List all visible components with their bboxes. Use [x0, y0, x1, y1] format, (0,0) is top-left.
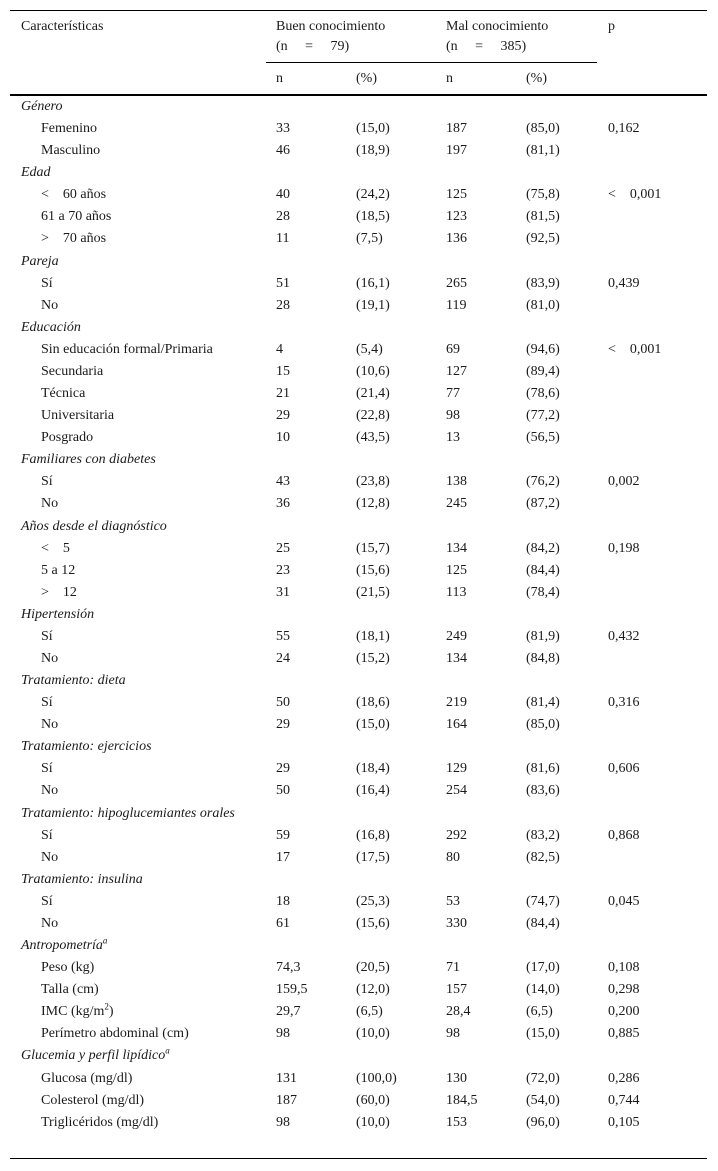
row-label: Colesterol (mg/dl) — [41, 1092, 145, 1108]
row-label: Sí — [41, 628, 53, 644]
cell-buen-n: 11 — [276, 231, 290, 247]
cell-buen-pct: (21,4) — [356, 386, 390, 402]
cell-buen-n: 24 — [276, 651, 290, 666]
row-label: Femenino — [41, 121, 97, 137]
cell-buen-pct: (17,5) — [356, 849, 390, 865]
cell-mal-n: 134 — [446, 651, 467, 666]
cell-buen-n: 36 — [276, 496, 290, 512]
cell-buen-n: 15 — [276, 363, 290, 379]
header-n-mal: n — [446, 71, 453, 86]
cell-mal-pct: (77,2) — [526, 408, 560, 424]
row-label: Secundaria — [41, 363, 104, 379]
cell-buen-pct: (10,0) — [356, 1026, 390, 1042]
cell-buen-pct: (19,1) — [356, 297, 390, 313]
cell-mal-n: 164 — [446, 717, 467, 733]
cell-mal-n: 219 — [446, 695, 467, 711]
table-bottom-rule — [10, 1158, 707, 1159]
cell-buen-n: 29,7 — [276, 1004, 301, 1020]
cell-buen-pct: (16,1) — [356, 275, 390, 291]
cell-buen-pct: (10,0) — [356, 1114, 390, 1130]
cell-mal-n: 53 — [446, 893, 460, 909]
cell-buen-pct: (18,6) — [356, 695, 390, 711]
cell-mal-n: 119 — [446, 297, 467, 313]
cell-mal-n: 113 — [446, 584, 467, 600]
cell-p-value: 0,200 — [608, 1004, 640, 1020]
row-label: IMC $(kg/m^2)$ — [41, 1001, 114, 1020]
cell-buen-n: 98 — [276, 1026, 290, 1042]
group-title: Hipertensión — [21, 606, 95, 622]
cell-buen-n: 50 — [276, 783, 290, 799]
row-label: Triglicéridos (mg/dl) — [41, 1114, 159, 1130]
superscript: 2 — [104, 1001, 109, 1012]
cell-buen-pct: (15,6) — [356, 915, 390, 931]
cell-mal-pct: (81,9) — [526, 628, 560, 644]
cell-mal-n: 127 — [446, 363, 467, 379]
cell-mal-n: 136 — [446, 231, 467, 247]
cell-buen-pct: (100,0) — [356, 1070, 397, 1086]
row-label: No — [41, 849, 59, 865]
cell-buen-n: 59 — [276, 827, 290, 843]
header-mal-n: (n = 385) — [446, 39, 527, 54]
cell-buen-n: 21 — [276, 386, 290, 402]
cell-p-value: 0,286 — [608, 1070, 640, 1086]
header-pct-buen: (%) — [356, 71, 377, 86]
cell-mal-pct: (56,5) — [526, 430, 560, 446]
cell-buen-n: 29 — [276, 761, 290, 777]
cell-buen-pct: (16,4) — [356, 783, 390, 799]
row-label: Técnica — [41, 386, 86, 402]
cell-mal-n: 77 — [446, 386, 460, 402]
cell-p-value: 0,198 — [608, 540, 640, 556]
cell-buen-n: 28 — [276, 297, 290, 313]
cell-mal-n: 123 — [446, 209, 467, 225]
cell-mal-pct: (78,4) — [526, 584, 560, 600]
cell-mal-n: 125 — [446, 562, 467, 578]
group-title: Tratamiento: dieta — [21, 673, 126, 689]
cell-p-value: 0,105 — [608, 1114, 640, 1130]
cell-buen-n: 159,5 — [276, 982, 308, 998]
footnote-marker: a — [102, 935, 108, 946]
cell-mal-pct: (85,0) — [526, 717, 560, 733]
header-bottom-rule — [10, 94, 707, 96]
cell-mal-pct: (84,4) — [526, 915, 560, 931]
cell-mal-pct: (78,6) — [526, 386, 560, 402]
cell-mal-pct: (92,5) — [526, 231, 560, 247]
cell-mal-pct: (85,0) — [526, 121, 560, 137]
row-label: Universitaria — [41, 408, 115, 424]
cell-buen-n: 43 — [276, 474, 290, 490]
cell-buen-n: 29 — [276, 408, 290, 424]
cell-buen-pct: (25,3) — [356, 893, 390, 909]
row-label: Talla (cm) — [41, 982, 99, 998]
cell-buen-n: 131 — [276, 1070, 297, 1086]
cell-p-value: < 0,001 — [608, 187, 662, 203]
cell-buen-pct: (18,9) — [356, 143, 390, 159]
group-title: Pareja — [21, 253, 59, 269]
header-group-rule — [266, 62, 597, 63]
cell-mal-pct: (72,0) — [526, 1070, 560, 1086]
cell-p-value: 0,108 — [608, 960, 640, 976]
cell-mal-pct: (84,2) — [526, 540, 560, 556]
cell-mal-n: 28,4 — [446, 1004, 471, 1020]
row-label: 5 a 12 — [41, 562, 76, 578]
cell-p-value: 0,868 — [608, 827, 640, 843]
cell-mal-pct: (83,9) — [526, 275, 560, 291]
cell-p-value: < 0,001 — [608, 341, 662, 357]
group-title: Edad — [21, 165, 51, 181]
row-label: Posgrado — [41, 430, 94, 446]
row-label: No — [41, 297, 59, 313]
cell-buen-pct: (12,8) — [356, 496, 390, 512]
cell-buen-pct: (43,5) — [356, 430, 390, 446]
cell-buen-pct: (15,7) — [356, 540, 390, 556]
row-label: Masculino — [41, 143, 101, 159]
cell-buen-n: 50 — [276, 695, 290, 711]
cell-mal-pct: (84,4) — [526, 562, 560, 578]
cell-mal-n: 184,5 — [446, 1092, 478, 1108]
cell-p-value: 0,298 — [608, 982, 640, 998]
cell-mal-pct: (87,2) — [526, 496, 560, 512]
cell-mal-pct: (96,0) — [526, 1114, 560, 1130]
cell-mal-pct: (83,6) — [526, 783, 560, 799]
group-title: Tratamiento: insulina — [21, 871, 143, 887]
cell-mal-pct: (54,0) — [526, 1092, 560, 1108]
cell-mal-n: 125 — [446, 187, 467, 203]
row-label: Peso (kg) — [41, 960, 95, 976]
cell-buen-pct: (6,5) — [356, 1004, 383, 1020]
cell-buen-pct: (15,0) — [356, 717, 390, 733]
cell-mal-n: 187 — [446, 121, 467, 137]
cell-buen-n: 55 — [276, 628, 290, 644]
cell-mal-pct: (15,0) — [526, 1026, 560, 1042]
cell-buen-pct: (24,2) — [356, 187, 390, 203]
cell-buen-pct: (15,2) — [356, 651, 390, 666]
cell-buen-n: 40 — [276, 187, 290, 203]
row-label: Sí — [41, 827, 53, 843]
header-p: p — [608, 19, 615, 34]
cell-buen-n: 23 — [276, 562, 290, 578]
cell-mal-pct: (89,4) — [526, 363, 560, 379]
row-label: Glucosa (mg/dl) — [41, 1070, 133, 1086]
cell-mal-n: 98 — [446, 1026, 460, 1042]
cell-buen-n: 51 — [276, 275, 290, 291]
cell-buen-pct: (60,0) — [356, 1092, 390, 1108]
cell-mal-pct: (75,8) — [526, 187, 560, 203]
cell-mal-n: 254 — [446, 783, 467, 799]
cell-buen-pct: (12,0) — [356, 982, 390, 998]
row-label: No — [41, 717, 59, 733]
cell-buen-pct: (23,8) — [356, 474, 390, 490]
cell-mal-n: 292 — [446, 827, 467, 843]
row-label: Sí — [41, 695, 53, 711]
cell-buen-pct: (18,1) — [356, 628, 390, 644]
cell-buen-pct: (16,8) — [356, 827, 390, 843]
cell-buen-pct: (18,5) — [356, 209, 390, 225]
cell-p-value: 0,002 — [608, 474, 640, 490]
cell-mal-pct: (94,6) — [526, 341, 560, 357]
cell-mal-pct: (76,2) — [526, 474, 560, 490]
cell-mal-pct: (82,5) — [526, 849, 560, 865]
row-label: Sí — [41, 893, 53, 909]
cell-buen-n: 17 — [276, 849, 290, 865]
group-title: Tratamiento: hipoglucemiantes orales — [21, 805, 235, 821]
cell-mal-pct: (6,5) — [526, 1004, 553, 1020]
cell-mal-pct: (83,2) — [526, 827, 560, 843]
cell-mal-n: 130 — [446, 1070, 467, 1086]
cell-buen-pct: (5,4) — [356, 341, 383, 357]
cell-mal-n: 153 — [446, 1114, 467, 1130]
cell-buen-n: 61 — [276, 915, 290, 931]
row-label: < 60 años — [41, 187, 107, 203]
cell-buen-pct: (22,8) — [356, 408, 390, 424]
cell-buen-pct: (7,5) — [356, 231, 383, 247]
cell-buen-n: 18 — [276, 893, 290, 909]
group-title: Glucemia y perfil lipídico$^a$ — [21, 1045, 170, 1064]
cell-mal-n: 71 — [446, 960, 460, 976]
cell-buen-n: 33 — [276, 121, 290, 137]
cell-mal-pct: (81,5) — [526, 209, 560, 225]
cell-p-value: 0,316 — [608, 695, 640, 711]
group-title: Familiares con diabetes — [21, 452, 156, 468]
cell-p-value: 0,439 — [608, 275, 640, 291]
cell-mal-n: 265 — [446, 275, 467, 291]
cell-buen-n: 25 — [276, 540, 290, 556]
cell-mal-pct: (81,0) — [526, 297, 560, 313]
row-label: Sí — [41, 474, 53, 490]
header-buen-n: (n = 79) — [276, 39, 350, 54]
cell-buen-n: 187 — [276, 1092, 297, 1108]
cell-buen-n: 46 — [276, 143, 290, 159]
cell-mal-pct: (81,4) — [526, 695, 560, 711]
cell-mal-n: 157 — [446, 982, 467, 998]
row-label: No — [41, 651, 59, 666]
cell-mal-n: 80 — [446, 849, 460, 865]
cell-mal-n: 245 — [446, 496, 467, 512]
cell-buen-n: 74,3 — [276, 960, 301, 976]
cell-p-value: 0,162 — [608, 121, 640, 137]
cell-mal-n: 69 — [446, 341, 460, 357]
cell-buen-n: 31 — [276, 584, 290, 600]
cell-buen-n: 29 — [276, 717, 290, 733]
cell-buen-pct: (15,0) — [356, 121, 390, 137]
cell-mal-pct: (81,1) — [526, 143, 560, 159]
row-label: No — [41, 915, 59, 931]
header-mal-conocimiento: Mal conocimiento — [446, 19, 549, 34]
cell-mal-n: 330 — [446, 915, 467, 931]
cell-buen-n: 4 — [276, 341, 283, 357]
header-n-buen: n — [276, 71, 283, 86]
header-buen-conocimiento: Buen conocimiento — [276, 19, 386, 34]
header-caracteristicas: Características — [21, 19, 104, 34]
cell-mal-n: 13 — [446, 430, 460, 446]
group-title: Tratamiento: ejercicios — [21, 739, 152, 755]
row-label: 61 a 70 años — [41, 209, 112, 225]
row-label: Sin educación formal/Primaria — [41, 341, 213, 357]
cell-mal-n: 134 — [446, 540, 467, 556]
group-title: Años desde el diagnóstico — [21, 518, 167, 534]
group-title: Género — [21, 99, 63, 114]
cell-p-value: 0,606 — [608, 761, 640, 777]
row-label: Sí — [41, 275, 53, 291]
cell-p-value: 0,744 — [608, 1092, 640, 1108]
cell-p-value: 0,885 — [608, 1026, 640, 1042]
group-title: Educación — [21, 319, 81, 335]
cell-mal-pct: (81,6) — [526, 761, 560, 777]
cell-buen-pct: (18,4) — [356, 761, 390, 777]
cell-mal-pct: (74,7) — [526, 893, 560, 909]
cell-p-value: 0,045 — [608, 893, 640, 909]
row-label: Perímetro abdominal (cm) — [41, 1026, 189, 1042]
cell-p-value: 0,432 — [608, 628, 640, 644]
cell-buen-pct: (21,5) — [356, 584, 390, 600]
cell-mal-n: 138 — [446, 474, 467, 490]
header-pct-mal: (%) — [526, 71, 547, 86]
cell-mal-n: 249 — [446, 628, 467, 644]
cell-buen-n: 28 — [276, 209, 290, 225]
cell-buen-pct: (15,6) — [356, 562, 390, 578]
row-label: < 5 — [41, 540, 70, 556]
cell-mal-pct: (14,0) — [526, 982, 560, 998]
row-label: No — [41, 783, 59, 799]
cell-buen-n: 10 — [276, 430, 290, 446]
cell-buen-pct: (10,6) — [356, 363, 390, 379]
cell-mal-n: 98 — [446, 408, 460, 424]
cell-mal-pct: (17,0) — [526, 960, 560, 976]
row-label: Sí — [41, 761, 53, 777]
cell-mal-pct: (84,8) — [526, 651, 560, 666]
row-label: No — [41, 496, 59, 512]
row-label: > 70 años — [41, 231, 107, 247]
cell-buen-pct: (20,5) — [356, 960, 390, 976]
footnote-marker: a — [165, 1045, 170, 1056]
cell-mal-n: 129 — [446, 761, 467, 777]
cell-buen-n: 98 — [276, 1114, 290, 1130]
row-label: > 12 — [41, 584, 77, 600]
table-top-rule — [10, 10, 707, 11]
cell-mal-n: 197 — [446, 143, 467, 159]
group-title: Antropometría$^a$ — [21, 935, 108, 954]
